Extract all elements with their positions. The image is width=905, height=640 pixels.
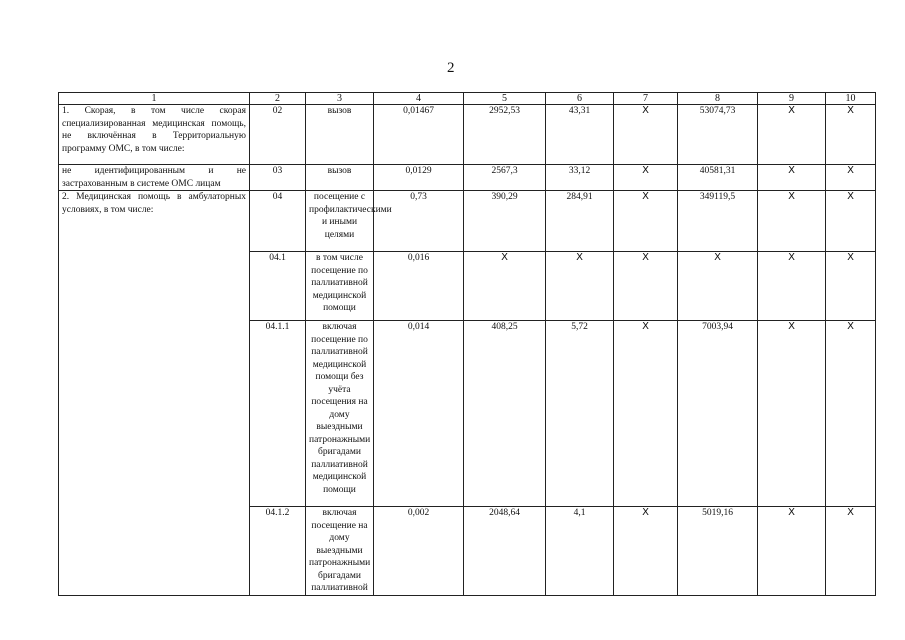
header-row xyxy=(59,93,876,105)
value-cell: 2567,3 xyxy=(464,165,546,191)
row-code-cell: 04.1.2 xyxy=(250,507,306,596)
value-cell: X xyxy=(614,507,678,596)
value-cell: 390,29 xyxy=(464,191,546,252)
value-cell: 408,25 xyxy=(464,321,546,507)
value-cell: X xyxy=(464,252,546,321)
value-cell: 2048,64 xyxy=(464,507,546,596)
unit-cell: в том числе посещение по паллиативной медицинской помощи xyxy=(306,252,374,321)
row-code-cell: 04.1.1 xyxy=(250,321,306,507)
value-cell: 0,01467 xyxy=(374,105,464,165)
unit-cell: посещение с профилактическими и иными целями xyxy=(306,191,374,252)
value-cell: X xyxy=(546,252,614,321)
value-cell: X xyxy=(758,165,826,191)
value-cell: X xyxy=(758,252,826,321)
value-cell: X xyxy=(758,507,826,596)
value-cell: X xyxy=(758,321,826,507)
row-name-cell: 1. Скорая, в том числе скорая специализированная медицинская помощь, не включённая в Территориальную программу ОМС, в том числе: xyxy=(59,105,250,165)
column-header: 9 xyxy=(758,93,826,105)
value-cell: X xyxy=(614,105,678,165)
value-cell: 4,1 xyxy=(546,507,614,596)
value-cell: 53074,73 xyxy=(678,105,758,165)
value-cell: X xyxy=(826,252,876,321)
value-cell: 0,016 xyxy=(374,252,464,321)
value-cell: 349119,5 xyxy=(678,191,758,252)
table-row xyxy=(59,105,876,165)
value-cell: 0,002 xyxy=(374,507,464,596)
value-cell: 284,91 xyxy=(546,191,614,252)
value-cell: 43,31 xyxy=(546,105,614,165)
value-cell: 0,0129 xyxy=(374,165,464,191)
value-cell: 7003,94 xyxy=(678,321,758,507)
value-cell: 40581,31 xyxy=(678,165,758,191)
value-cell: X xyxy=(826,165,876,191)
row-code-cell: 04 xyxy=(250,191,306,252)
value-cell: X xyxy=(826,507,876,596)
value-cell: X xyxy=(826,321,876,507)
value-cell: 5,72 xyxy=(546,321,614,507)
row-code-cell: 03 xyxy=(250,165,306,191)
column-header: 3 xyxy=(306,93,374,105)
unit-cell: включая посещение на дому выездными патронажными бригадами паллиативной xyxy=(306,507,374,596)
row-code-cell: 04.1 xyxy=(250,252,306,321)
value-cell: X xyxy=(614,191,678,252)
value-cell: X xyxy=(826,191,876,252)
value-cell: X xyxy=(826,105,876,165)
value-cell: X xyxy=(614,252,678,321)
value-cell: 33,12 xyxy=(546,165,614,191)
value-cell: 0,73 xyxy=(374,191,464,252)
table-row xyxy=(59,165,876,191)
row-name-cell: 2. Медицинская помощь в амбулаторных условиях, в том числе: xyxy=(59,191,250,596)
value-cell: 0,014 xyxy=(374,321,464,507)
unit-cell: вызов xyxy=(306,165,374,191)
value-cell: X xyxy=(614,165,678,191)
value-cell: X xyxy=(614,321,678,507)
value-cell: X xyxy=(758,191,826,252)
unit-cell: включая посещение по паллиативной медицинской помощи без учёта посещения на дому выездными патронажными бригадами паллиативной медицинской помощи xyxy=(306,321,374,507)
value-cell: 2952,53 xyxy=(464,105,546,165)
column-header: 5 xyxy=(464,93,546,105)
row-code-cell: 02 xyxy=(250,105,306,165)
unit-cell: вызов xyxy=(306,105,374,165)
column-header: 8 xyxy=(678,93,758,105)
column-header: 6 xyxy=(546,93,614,105)
column-header: 4 xyxy=(374,93,464,105)
data-table xyxy=(58,92,876,596)
value-cell: 5019,16 xyxy=(678,507,758,596)
column-header: 1 xyxy=(59,93,250,105)
page-number: 2 xyxy=(447,60,455,76)
column-header: 2 xyxy=(250,93,306,105)
table-row xyxy=(59,191,876,252)
value-cell: X xyxy=(678,252,758,321)
row-name-cell: не идентифицированным и не застрахованным в системе ОМС лицам xyxy=(59,165,250,191)
column-header: 7 xyxy=(614,93,678,105)
column-header: 10 xyxy=(826,93,876,105)
value-cell: X xyxy=(758,105,826,165)
